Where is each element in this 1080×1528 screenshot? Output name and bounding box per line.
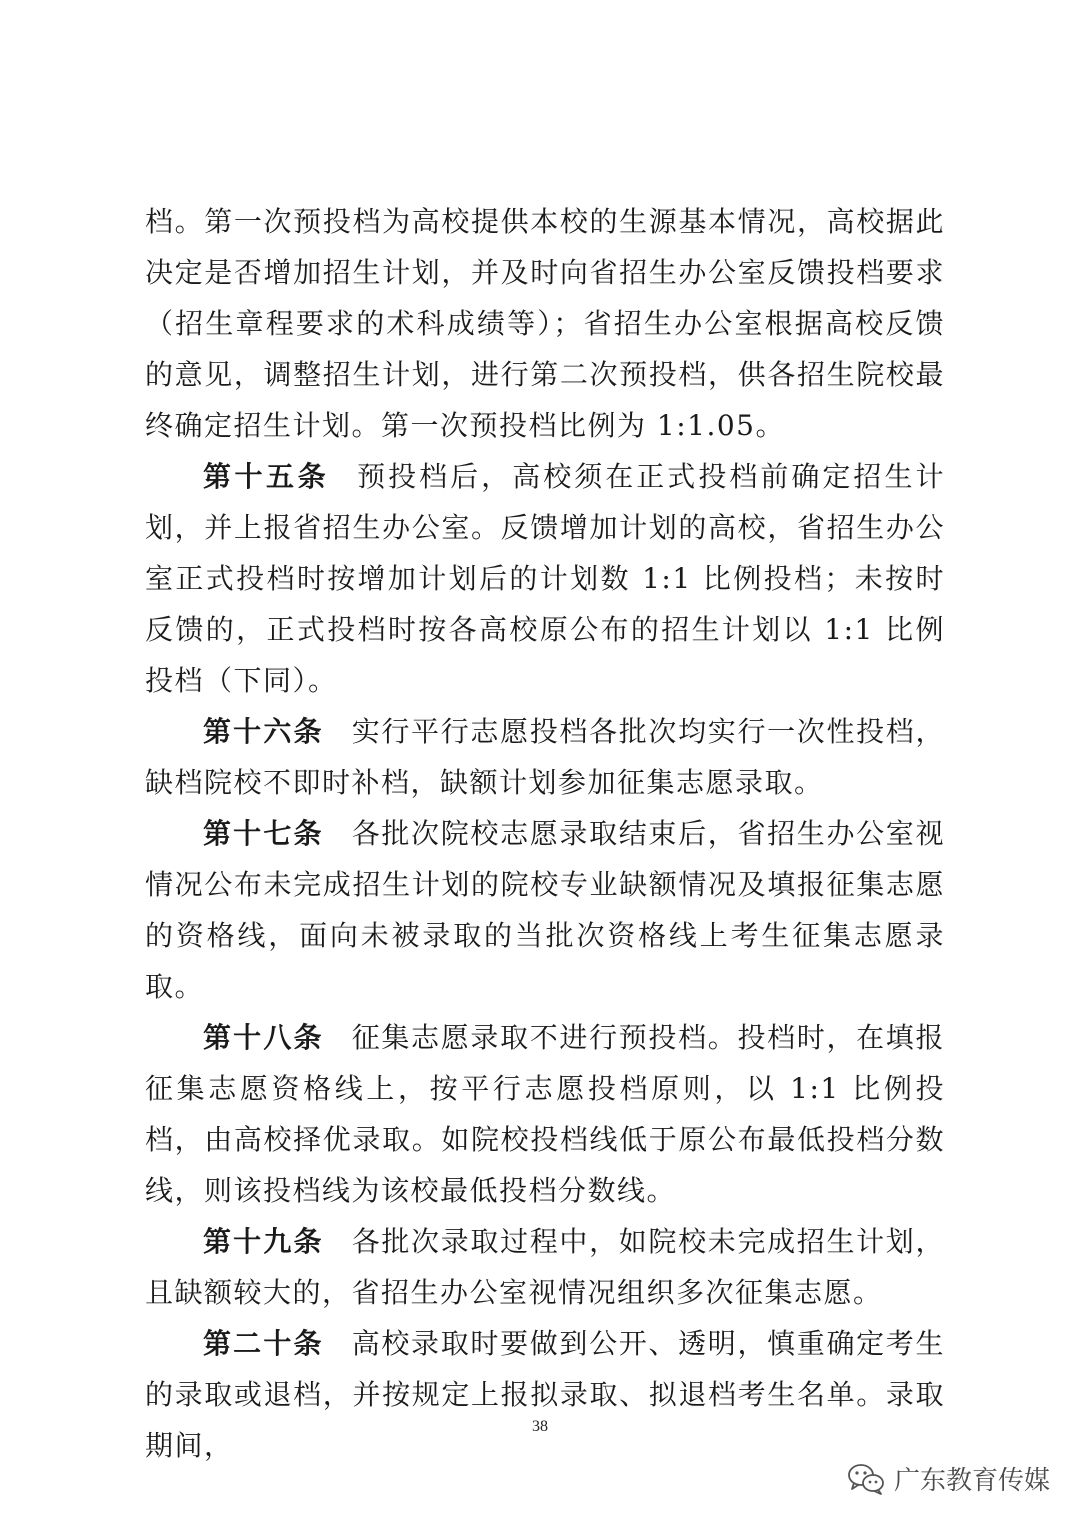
article-20 xyxy=(145,1318,945,1471)
article-15 xyxy=(145,451,945,706)
article-text: 各批次院校志愿录取结束后，省招生办公室视情况公布未完成招生计划的院校专业缺额情况及填报征集志愿的资格线，面向未被录取的当批次资格线上考生征集志愿录取。 xyxy=(145,817,945,1003)
watermark-text: 广东教育传媒 xyxy=(893,1466,1050,1496)
article-text: 征集志愿录取不进行预投档。投档时，在填报征集志愿资格线上，按平行志愿投档原则，以 1:1 比例投档，由高校择优录取。如院校投档线低于原公布最低投档分数线，则该投档线为该校最低投档分数线。 xyxy=(145,1021,945,1207)
article-title: 第十八条 xyxy=(203,1021,324,1054)
article-title: 第十九条 xyxy=(203,1225,324,1258)
article-text: 实行平行志愿投档各批次均实行一次性投档，缺档院校不即时补档，缺额计划参加征集志愿录取。 xyxy=(145,715,945,799)
paragraph-text: 档。第一次预投档为高校提供本校的生源基本情况，高校据此决定是否增加招生计划，并及时向省招生办公室反馈投档要求（招生章程要求的术科成绩等）；省招生办公室根据高校反馈的意见，调整招生计划，进行第二次预投档，供各招生院校最终确定招生计划。第一次预投档比例为 1:1.05。 xyxy=(145,205,945,442)
article-18 xyxy=(145,1012,945,1216)
document-body xyxy=(145,196,945,1471)
article-text: 高校录取时要做到公开、透明，慎重确定考生的录取或退档，并按规定上报拟录取、拟退档考生名单。录取期间， xyxy=(145,1327,945,1462)
watermark xyxy=(846,1460,1050,1497)
article-title: 第十七条 xyxy=(203,817,324,850)
article-title: 第二十条 xyxy=(203,1327,324,1360)
article-title: 第十五条 xyxy=(203,460,330,493)
article-19 xyxy=(145,1216,945,1318)
article-17 xyxy=(145,808,945,1012)
wechat-icon xyxy=(846,1462,886,1496)
article-text: 各批次录取过程中，如院校未完成招生计划，且缺额较大的，省招生办公室视情况组织多次征集志愿。 xyxy=(145,1225,945,1309)
page-number: 38 xyxy=(532,1418,548,1435)
article-16 xyxy=(145,706,945,808)
article-title: 第十六条 xyxy=(203,715,324,748)
article-text: 预投档后，高校须在正式投档前确定招生计划，并上报省招生办公室。反馈增加计划的高校，省招生办公室正式投档时按增加计划后的计划数 1:1 比例投档；未按时反馈的，正式投档时按各高校原公布的招生计划以 1:1 比例投档（下同）。 xyxy=(145,460,945,697)
paragraph-continuation xyxy=(145,196,945,451)
